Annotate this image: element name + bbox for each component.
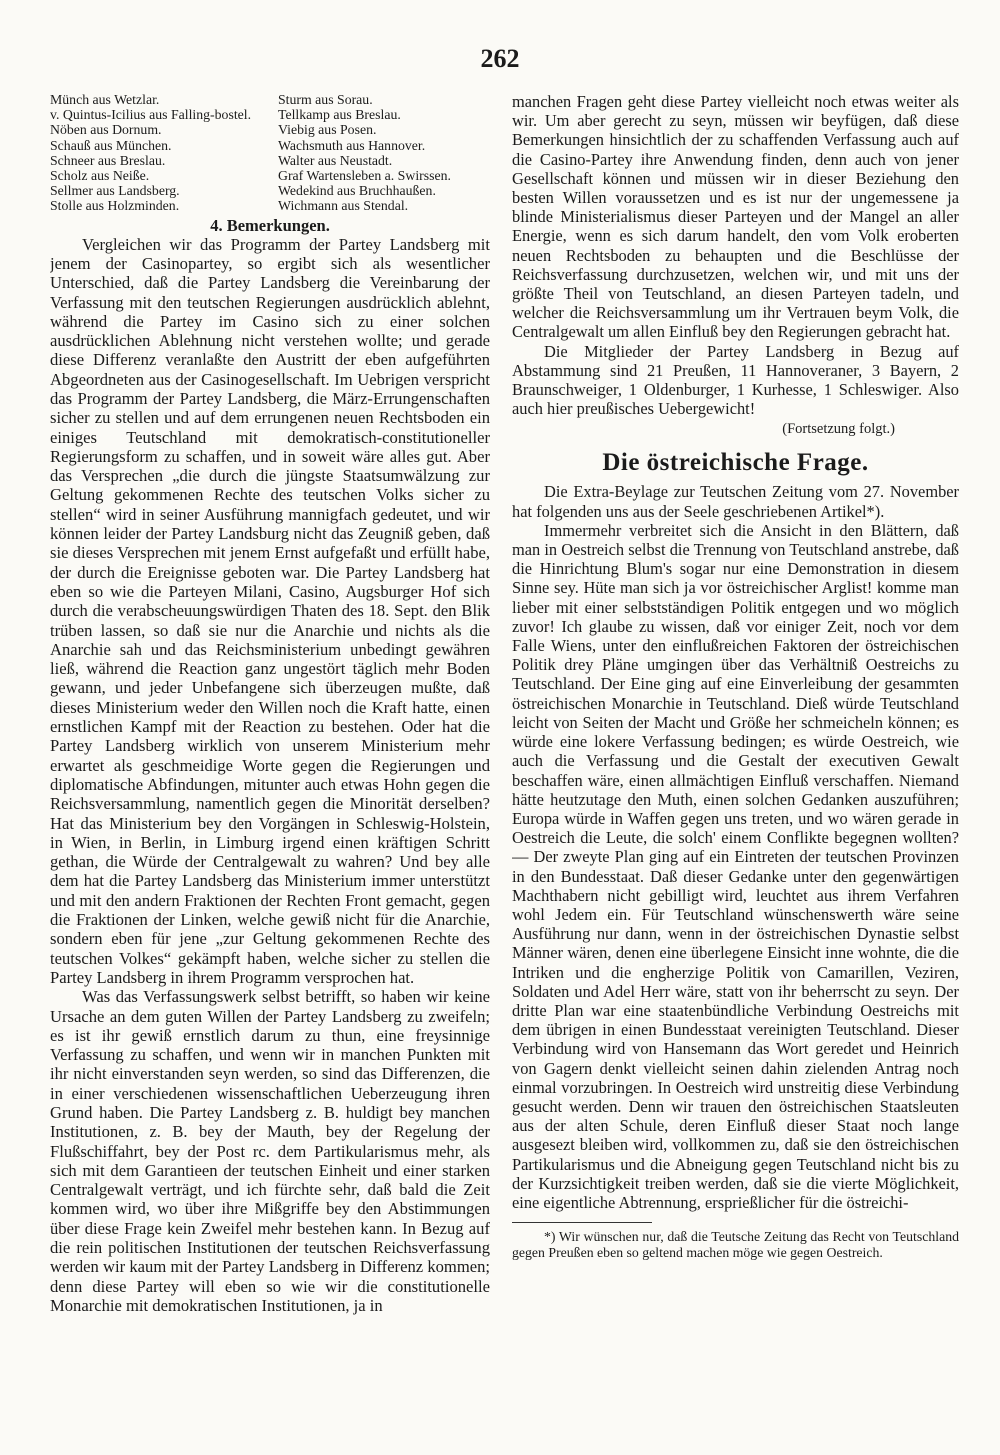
- continuation-note: (Fortsetzung folgt.): [782, 421, 895, 438]
- list-item: Sellmer aus Landsberg.: [50, 183, 180, 199]
- list-item: Münch aus Wetzlar.: [50, 92, 160, 107]
- list-item: Schneer aus Breslau.: [50, 152, 166, 168]
- body-paragraph: Was das Verfassungswerk selbst betrifft, so haben wir keine Ursache an dem guten Willen der Partey Landsberg zu zweifeln; es ist ihr gewiß ernstlich darum zu thun, eine freysinnige Verfassung zu schaffen, und wenn wir in manchen Punkten mit ihr nicht einverstanden seyn werden, so sind das Differenzen, die in einer verschiedenen wissenschaftlichen Ueberzeugung ihren Grund haben. Die Partey Landsberg z. B. huldigt bey manchen Institutionen, z. B. bey der Mauth, bey der Regelung der Flußschiffahrt, bey der Post rc. dem Partikularismus mehr, als sich mit dem Garantieen der teutschen Einheit und einer starken Centralgewalt verträgt, und ich fürchte sehr, daß bald die Zeit kommen wird, wo über ihre Mißgriffe bey den Abstimmungen über diese Frage kein Zweifel mehr bestehen kann. In Bezug auf die rein politischen Institutionen der teutschen Reichsverfassung werden wir kaum mit der Partey Landsberg in Differenz kommen; denn diese Partey will eben so wie wir die constitutionelle Monarchie mit demokratischen Institutionen, ja in: [50, 987, 490, 1315]
- list-item: Scholz aus Neiße.: [50, 168, 150, 184]
- page-number: 262: [480, 44, 520, 73]
- list-item: Wedekind aus Bruchhaußen.: [278, 183, 436, 199]
- article-title: Die östreichische Frage.: [602, 449, 869, 477]
- section-heading: 4. Bemerkungen.: [210, 215, 330, 235]
- list-item: Wichmann aus Stendal.: [278, 198, 409, 214]
- footnote: *) Wir wünschen nur, daß die Teutsche Zeitung das Recht von Teutschland gegen Preußen eben so geltend machen möge wie gegen Oestreich.: [512, 1229, 959, 1261]
- list-item: Schauß aus München.: [50, 137, 172, 153]
- list-item: Walter aus Neustadt.: [278, 152, 393, 168]
- list-item: Viebig aus Posen.: [278, 122, 377, 138]
- list-item: Nöben aus Dornum.: [50, 122, 162, 138]
- body-paragraph: Die Mitglieder der Partey Landsberg in Bezug auf Abstammung sind 21 Preußen, 11 Hannoveraner, 3 Bayern, 2 Braunschweiger, 1 Oldenburger, 1 Kurhesse, 1 Schleswiger. Also auch hier preußisches Uebergewicht!: [512, 341, 959, 419]
- list-item: Wachsmuth aus Hannover.: [278, 137, 426, 153]
- list-item: v. Quintus-Icilius aus Falling-bostel.: [50, 107, 252, 123]
- left-column: [50, 92, 490, 1447]
- name-list-left: [50, 92, 262, 214]
- list-item: Graf Wartensleben a. Swirssen.: [278, 168, 451, 184]
- list-item: Tellkamp aus Breslau.: [278, 107, 401, 123]
- footnote-divider: [512, 1222, 652, 1223]
- article-paragraph: Die Extra-Beylage zur Teutschen Zeitung vom 27. November hat folgenden uns aus der Seele geschriebenen Artikel*).: [512, 482, 959, 521]
- right-column: [512, 92, 959, 1447]
- article-paragraph: Immermehr verbreitet sich die Ansicht in den Blättern, daß man in Oestreich selbst die Trennung von Teutschland anstrebe, daß die Hinrichtung Blum's sogar nur eine Demonstration in diesem Sinne sey. Hüte man sich ja vor östreichischer Arglist! komme man lieber mit einer selbstständigen Politik entgegen und wo möglich zuvor! Ich glaube zu wissen, daß vor einiger Zeit, noch vor dem Falle Wiens, unter den einflußreichen Faktoren der östreichischen Politik drey Pläne umgingen über das Verhältniß Oestreichs zu Teutschland. Der Eine ging auf eine Einverleibung der gesammten östreichischen Monarchie in Teutschland. Dieß würde Teutschland leicht von Seiten der Macht und Größe her schmeicheln können; es würde eine lokere Verfassung bedingen; es würde Oestreich, wie auch die Verfassung und die Gestalt der executiven Gewalt beschaffen wäre, einen allmächtigen Einfluß verschaffen. Niemand hätte heutzutage den Muth, einen solchen Gedanken auszuführen; Europa würde in Waffen gegen uns treten, und wo wären gerade in Oestreich die Leute, die solch' einem Conflikte begegnen wollten? — Der zweyte Plan ging auf ein Eintreten der teutschen Provinzen in den Bundesstaat. Daß dieser Gedanke unter den gegenwärtigen Machthabern nicht gebilligt wird, leuchtet aus ihrem Verfahren wohl Jedem ein. Für Teutschland wünschenswerth wäre seine Ausführung nur dann, wenn in der östreichischen Dynastie selbst Männer wären, denen eine überlegene Einsicht inne wohnte, die die Intriken und die engherzige Politik von Camarillen, Veziren, Soldaten und Adel Herr wäre, statt von ihr beherrscht zu seyn. Der dritte Plan war eine staatenbündliche Verbindung Oestreichs mit dem übrigen in einen Bundesstaat vereinigten Teutschland. Dieser Verbindung wird von Hansemann das Wort geredet und Heinrich von Gagern denkt vielleicht seinen dahin zielenden Antrag noch einmal vorzubringen. In Oestreich wird unstreitig diese Verbindung gesucht werden. Denn wir trauen den östreichischen Staatsleuten aus der alten Schule, deren Einfluß dieser Staat noch lange ausgesezt bleiben wird, vollkommen zu, daß sie den östreichischen Partikularismus und die Abneigung gegen Teutschland nicht bis zu der Kurzsichtigkeit treiben werden, daß sie die vierte Möglichkeit, eine eigentliche Abtrennung, ersprießlicher für die östreichi-: [512, 520, 959, 1212]
- deputy-name-list: [50, 92, 490, 214]
- body-paragraph-continued: manchen Fragen geht diese Partey vielleicht noch etwas weiter als wir. Um aber gerecht zu seyn, müssen wir beyfügen, daß diese Bemerkungen hinsichtlich der zu schaffenden Verfassung auch auf die Casino-Partey ihre Anwendung finden, denn auch von jener Gesellschaft können und müssen wir in dieser Beziehung den besten Willen voraussetzen und es ist nur der ungemessene ja blinde Ministerialismus dieser Parteyen und der Mangel an aller Energie, wenn es sich darum handelt, den vom Volk eroberten neuen Rechtsboden zu behaupten und die Beschlüsse der Reichsverfassung durchzusetzen, welchen wir, und mit uns der größte Theil von Teutschland, an diesen Parteyen tadeln, und welcher die Reichsversammlung um ihr Vertrauen beym Volk, die Centralgewalt um allen Einfluß bey den Regierungen gebracht hat.: [512, 92, 959, 342]
- list-item: Stolle aus Holzminden.: [50, 198, 180, 214]
- body-paragraph: Vergleichen wir das Programm der Partey Landsberg mit jenem der Casinopartey, so ergibt sich als wesentlicher Unterschied, daß die Partey Landsberg die Vereinbarung der Verfassung mit den teutschen Regierungen ausdrücklich ablehnt, während die Partey im Casino sich zu einer solchen ausdrücklichen Ablehnung nicht verstehen wollte; und gerade diese Differenz veranlaßte den Austritt der eben aufgeführten Abgeordneten aus der Casinogesellschaft. Im Uebrigen verspricht das Programm der Partey Landsberg, die März-Errungenschaften sicher zu stellen und auf dem errungenen neuen Rechtsboden ein einiges Teutschland mit demokratisch-constitutioneller Regierungsform zu schaffen, und in soweit wäre alles gut. Aber das Versprechen „die durch die jüngste Staatsumwälzung zur Geltung gekommenen Rechte des teutschen Volks sicher zu stellen“ wird in seiner Ausführung mannigfach gedeutet, und wir können leider der Partey Landsburg nicht das Zeugniß geben, daß sie dieses Versprechen mit jenem Ernst aufgefaßt und erfüllt habe, der durch die Ereignisse geboten war. Die Partey Landsberg hat eben so wie die Parteyen Milani, Casino, Augsburger Hof sich durch die verabscheuungswürdigen Thaten des 18. Sept. den Blik trüben lassen, so daß sie nur die Anarchie und nichts als die Anarchie sah und das Reichsministerium unbedingt gewähren ließ, während die Reaction ganz ungestört täglich mehr Boden gewann, und jeder Unbefangene sich überzeugen mußte, daß dieses Ministerium weder den Willen noch die Kraft hatte, einen ernstlichen Kampf mit der Reaction zu bestehen. Oder hat die Partey Landsberg wirklich von unserem Ministerium mehr erwartet als geschmeidige Worte gegen die Regierungen und diplomatische Abfindungen, mitunter auch etwas Hohn gegen die Reichsversammlung, namentlich gegen die Minorität derselben? Hat das Ministerium bey den Vorgängen in Schleswig-Holstein, in Wien, in Berlin, in Limburg irgend einen kräftigen Schritt gethan, die Würde der Centralgewalt zu wahren? Und bey alle dem hat die Partey Landsberg das Ministerium immer unterstützt und mit den andern Fraktionen der Rechten Front gemacht, gegen die Fraktionen der Linken, welche gewiß nicht für die Anarchie, sondern eben für jene „zur Geltung gekommenen Rechte des teutschen Volkes“ gekämpft haben, welche sicher zu stellen die Partey Landsberg in ihrem Programm versprochen hat.: [50, 234, 490, 987]
- list-item: Sturm aus Sorau.: [278, 92, 373, 107]
- name-list-right: [278, 92, 490, 214]
